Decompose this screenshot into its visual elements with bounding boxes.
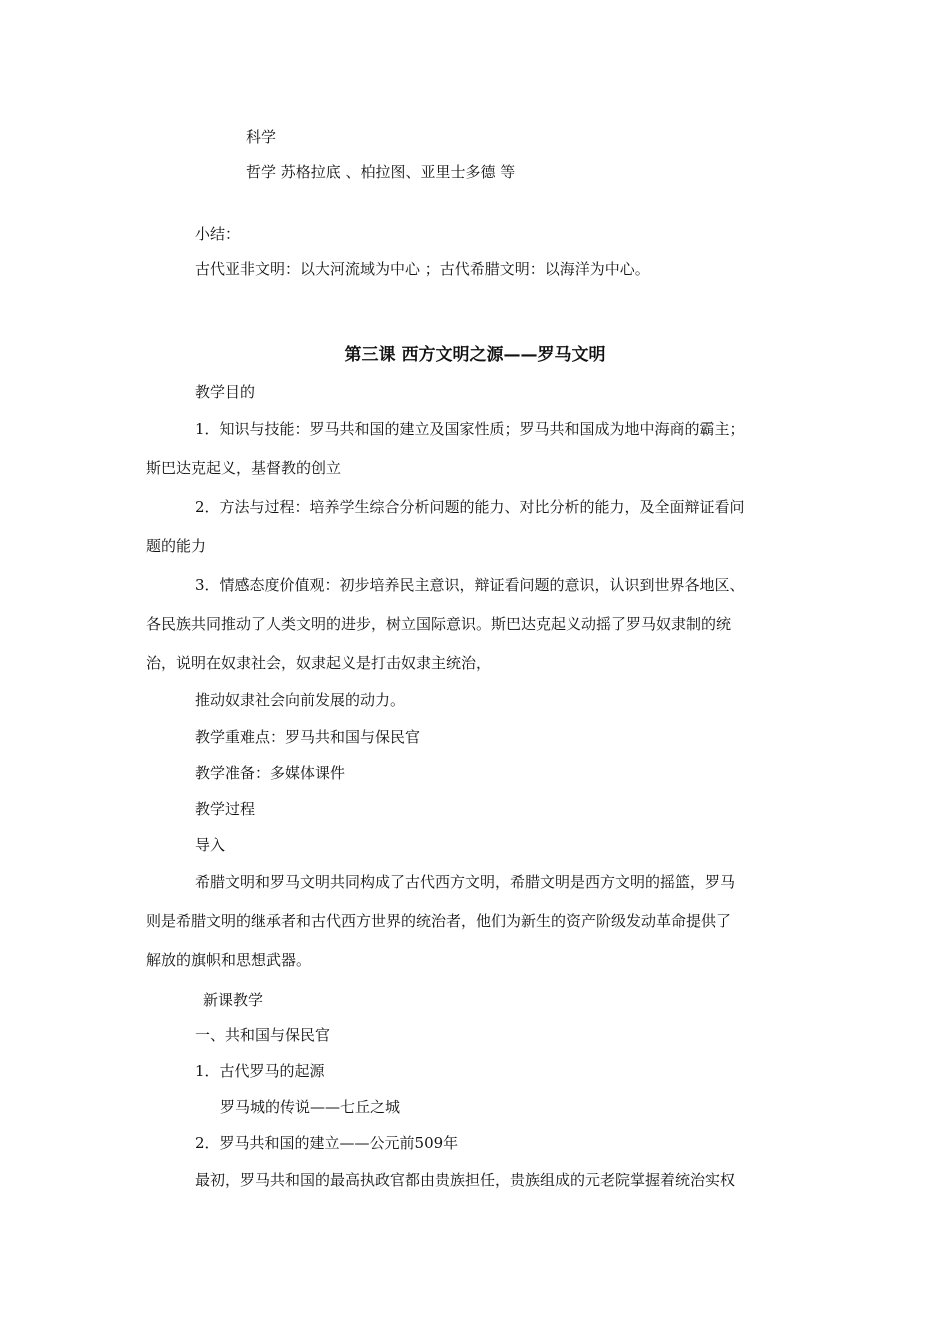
text-line-summary: 古代亚非文明：以大河流域为中心 ；古代希腊文明：以海洋为中心。 — [195, 260, 650, 278]
text-line-objective-3-cont1: 各民族共同推动了人类文明的进步，树立国际意识。斯巴达克起义动摇了罗马奴隶制的统 — [146, 615, 732, 633]
text-line-process-heading: 教学过程 — [195, 800, 256, 818]
text-line-intro-3: 解放的旗帜和思想武器。 — [146, 951, 312, 969]
text-line-science: 科学 — [246, 128, 277, 146]
text-line-objective-3: 3．情感态度价值观：初步培养民主意识，辩证看问题的意识，认识到世界各地区、 — [195, 576, 745, 594]
text-line-item-2: 2．罗马共和国的建立——公元前509年 — [195, 1134, 459, 1152]
text-line-key-points: 教学重难点：罗马共和国与保民官 — [195, 728, 421, 746]
text-line-intro-1: 希腊文明和罗马文明共同构成了古代西方文明，希腊文明是西方文明的摇篮，罗马 — [195, 873, 736, 891]
text-line-item-1: 1．古代罗马的起源 — [195, 1062, 325, 1080]
text-line-objective-3-cont3: 推动奴隶社会向前发展的动力。 — [195, 691, 406, 709]
text-line-objective-3-cont2: 治，说明在奴隶社会，奴隶起义是打击奴隶主统治， — [146, 654, 492, 672]
text-line-intro-2: 则是希腊文明的继承者和古代西方世界的统治者，他们为新生的资产阶级发动革命提供了 — [146, 912, 732, 930]
text-line-item-1-detail: 罗马城的传说——七丘之城 — [220, 1098, 401, 1116]
text-line-objective-2-cont: 题的能力 — [146, 537, 207, 555]
text-line-objective-1: 1．知识与技能：罗马共和国的建立及国家性质；罗马共和国成为地中海商的霸主； — [195, 420, 745, 438]
lesson-title: 第三课 西方文明之源——罗马文明 — [344, 345, 606, 365]
text-line-section-1: 一、共和国与保民官 — [195, 1026, 331, 1044]
text-line-objective-2: 2．方法与过程：培养学生综合分析问题的能力、对比分析的能力，及全面辩证看问 — [195, 498, 745, 516]
text-line-preparation: 教学准备：多媒体课件 — [195, 764, 346, 782]
text-line-philosophy: 哲学 苏格拉底 、柏拉图、亚里士多德 等 — [246, 163, 516, 181]
text-line-objective-1-cont: 斯巴达克起义，基督教的创立 — [146, 459, 342, 477]
text-line-objectives-heading: 教学目的 — [195, 383, 256, 401]
text-line-summary-label: 小结： — [195, 225, 241, 243]
text-line-intro-heading: 导入 — [195, 836, 226, 854]
text-line-new-lesson: 新课教学 — [203, 991, 264, 1009]
text-line-item-2-detail: 最初，罗马共和国的最高执政官都由贵族担任，贵族组成的元老院掌握着统治实权 — [195, 1171, 736, 1189]
